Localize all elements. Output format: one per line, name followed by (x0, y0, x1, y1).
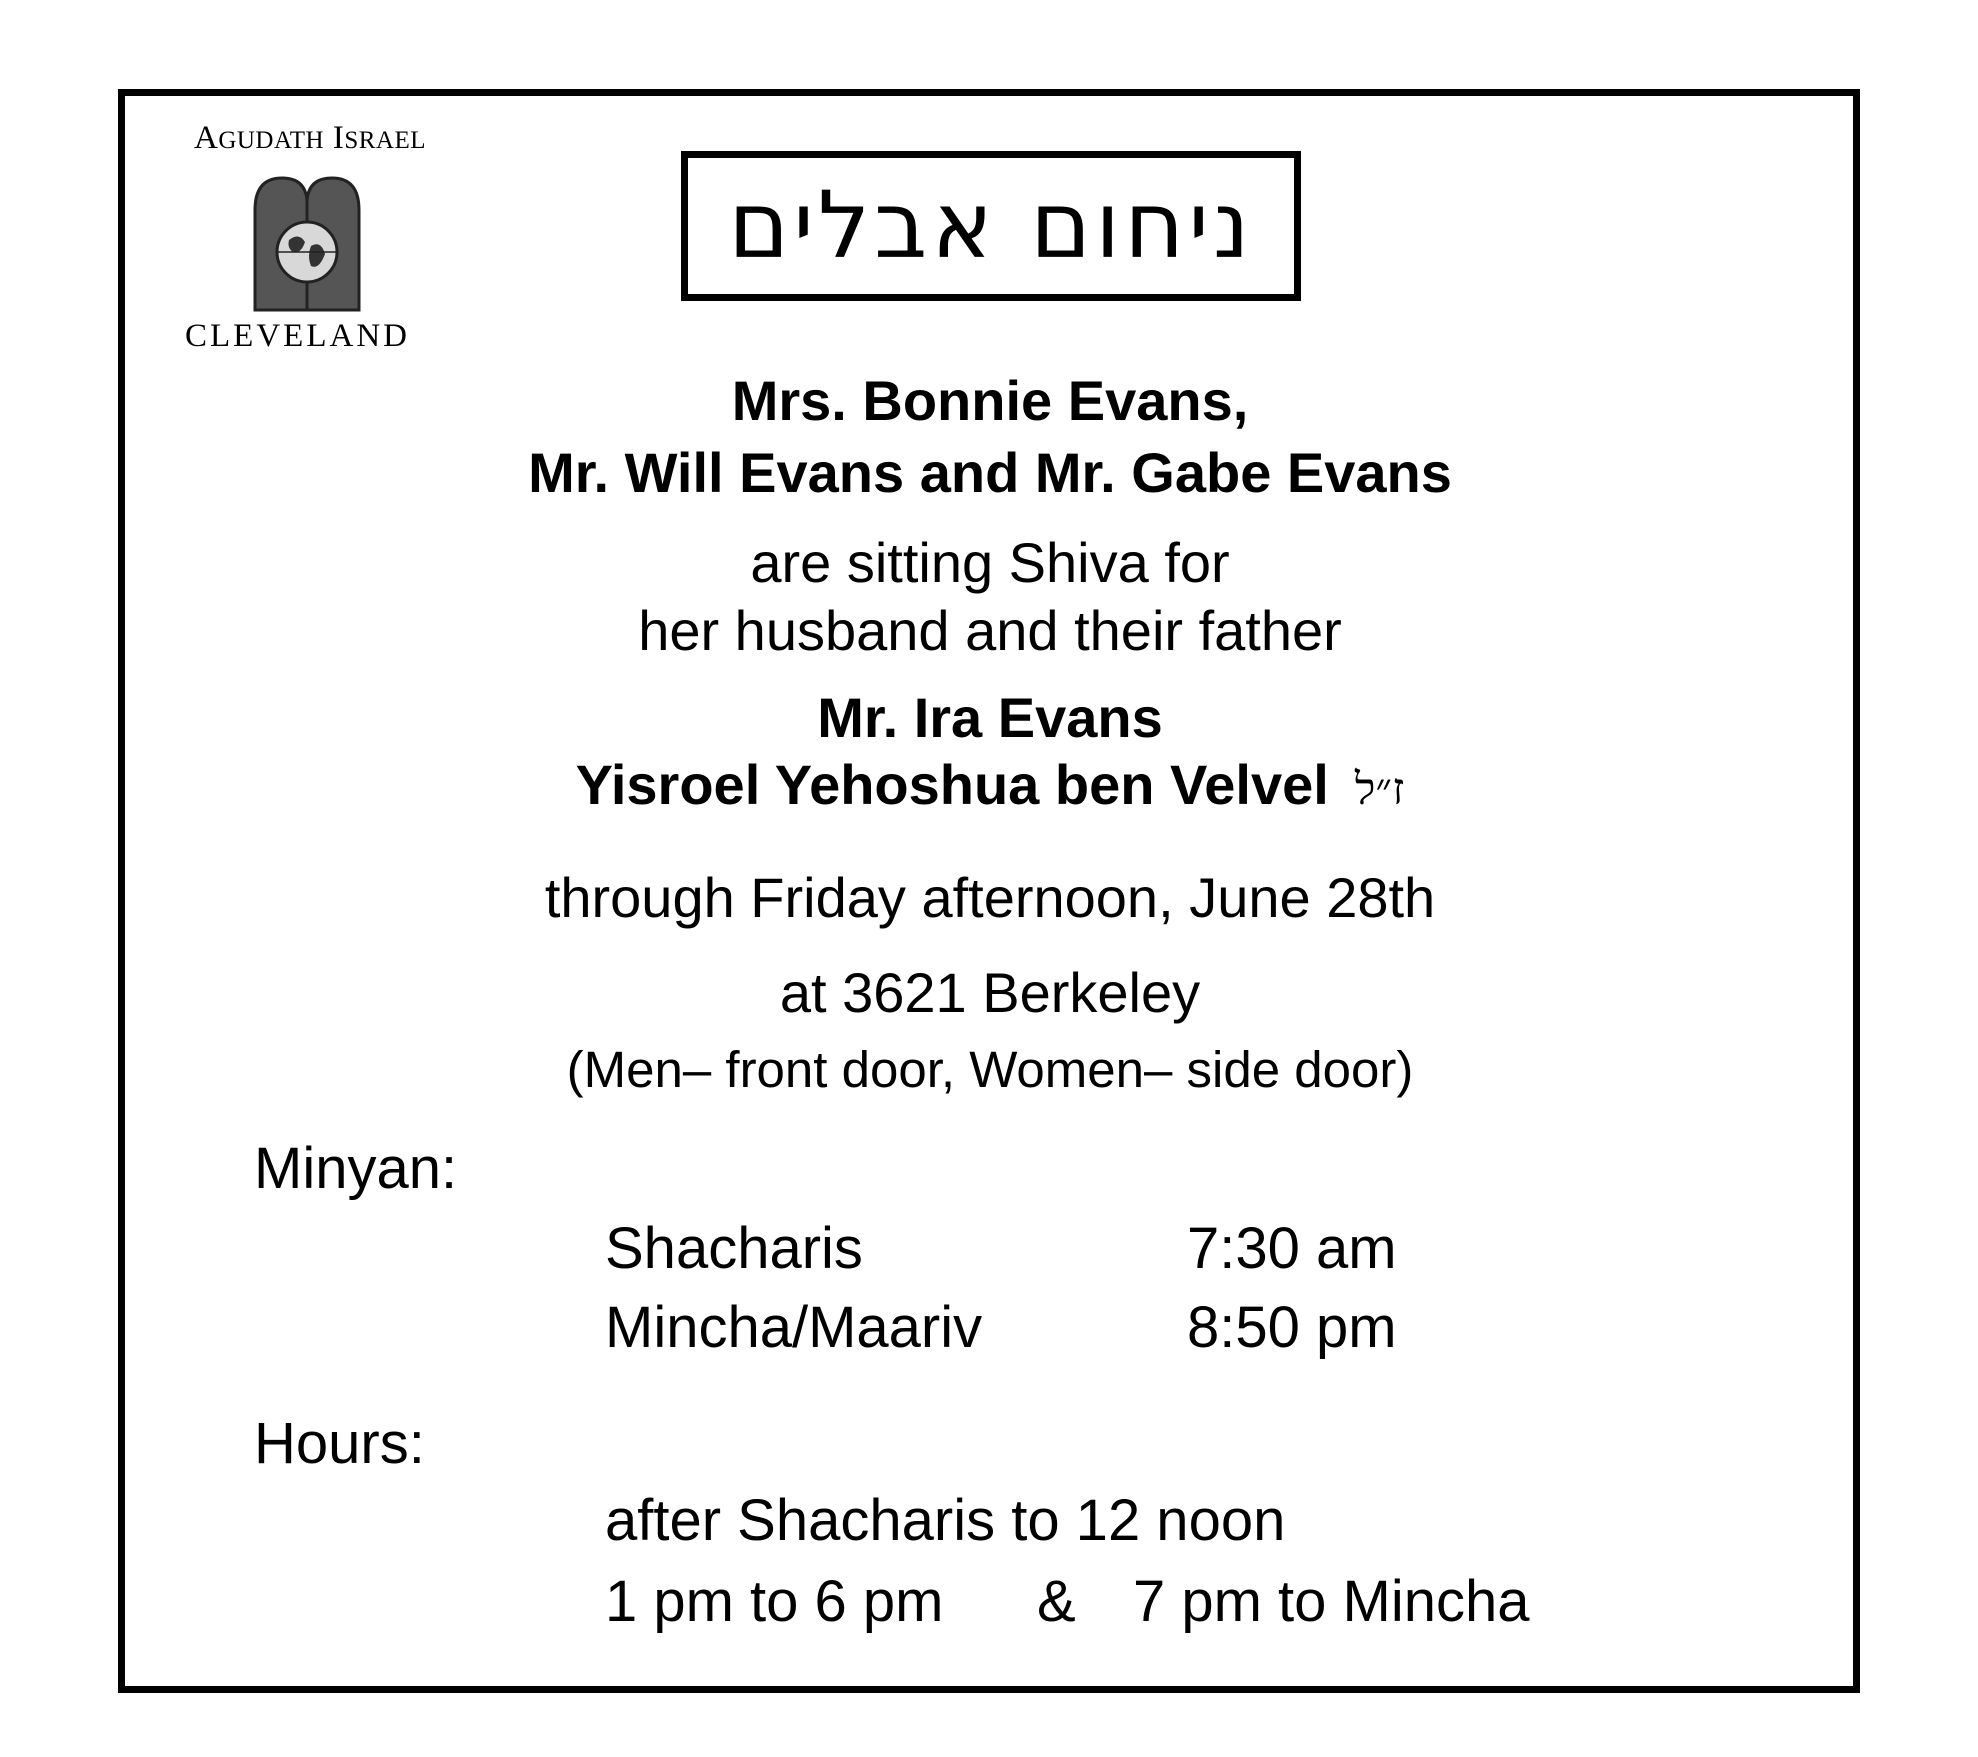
mourners-line-2: Mr. Will Evans and Mr. Gabe Evans (528, 441, 1452, 504)
minyan-label: Minyan: (254, 1136, 458, 1201)
entrance-note: (Men– front door, Women– side door) (566, 1041, 1414, 1098)
minyan-time: 7:30 am (1187, 1216, 1397, 1281)
minyan-time: 8:50 pm (1187, 1295, 1397, 1360)
minyan-service: Mincha/Maariv (605, 1295, 983, 1360)
hebrew-title: ניחום אבלים (728, 172, 1254, 279)
shiva-dates: through Friday afternoon, June 28th (544, 866, 1436, 929)
tablets-globe-icon (247, 170, 367, 315)
hours-label: Hours: (254, 1411, 425, 1476)
intro-line-1: are sitting Shiva for (750, 531, 1230, 594)
deceased-hebrew-name: Yisroel Yehoshua ben Velvel (575, 753, 1329, 816)
hours-range-2: 7 pm to Mincha (1133, 1569, 1530, 1634)
organization-logo (155, 120, 465, 370)
hebrew-title-box (681, 151, 1301, 301)
minyan-service: Shacharis (605, 1216, 863, 1281)
deceased-hebrew-name-line (200, 752, 1780, 817)
honorific: ז״ל (1354, 764, 1405, 815)
logo-city: CLEVELAND (185, 318, 410, 354)
mourners-line-1: Mrs. Bonnie Evans, (731, 369, 1249, 432)
deceased-english-name: Mr. Ira Evans (817, 686, 1163, 749)
hours-ampersand: & (1037, 1569, 1076, 1634)
shiva-address: at 3621 Berkeley (779, 961, 1201, 1024)
intro-line-2: her husband and their father (638, 599, 1342, 662)
hours-range-1: 1 pm to 6 pm (605, 1569, 944, 1634)
hours-line-1: after Shacharis to 12 noon (605, 1488, 1286, 1553)
logo-org-name: AGUDATH ISRAEL (193, 120, 427, 156)
